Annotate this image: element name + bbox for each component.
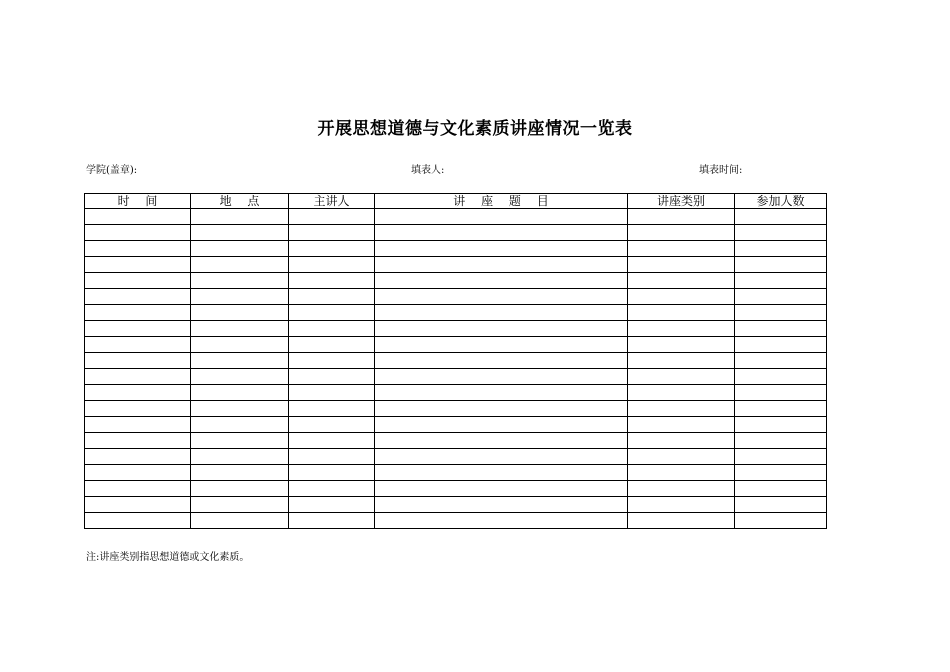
filler-label: 填表人: bbox=[411, 165, 445, 176]
cell-lecture-category bbox=[628, 385, 735, 401]
cell-attendee-count bbox=[735, 449, 827, 465]
cell-attendee-count bbox=[735, 257, 827, 273]
cell-lecture-category bbox=[628, 337, 735, 353]
table-row bbox=[85, 449, 827, 465]
cell-speaker bbox=[289, 289, 375, 305]
cell-location bbox=[191, 417, 289, 433]
cell-attendee-count bbox=[735, 385, 827, 401]
table-row bbox=[85, 481, 827, 497]
cell-attendee-count bbox=[735, 321, 827, 337]
cell-lecture-topic bbox=[375, 289, 628, 305]
cell-time bbox=[85, 449, 191, 465]
cell-time bbox=[85, 481, 191, 497]
cell-speaker bbox=[289, 273, 375, 289]
cell-speaker bbox=[289, 369, 375, 385]
cell-time bbox=[85, 465, 191, 481]
cell-attendee-count bbox=[735, 273, 827, 289]
cell-lecture-category bbox=[628, 289, 735, 305]
table-row bbox=[85, 305, 827, 321]
cell-time bbox=[85, 273, 191, 289]
cell-location bbox=[191, 337, 289, 353]
cell-location bbox=[191, 321, 289, 337]
cell-location bbox=[191, 273, 289, 289]
cell-lecture-topic bbox=[375, 481, 628, 497]
lecture-summary-table bbox=[84, 193, 827, 529]
cell-location bbox=[191, 433, 289, 449]
cell-lecture-category bbox=[628, 225, 735, 241]
cell-lecture-topic bbox=[375, 273, 628, 289]
cell-lecture-topic bbox=[375, 417, 628, 433]
cell-location bbox=[191, 513, 289, 529]
document-title: 开展思想道德与文化素质讲座情况一览表 bbox=[317, 119, 633, 139]
cell-time bbox=[85, 225, 191, 241]
cell-lecture-category bbox=[628, 449, 735, 465]
cell-location bbox=[191, 289, 289, 305]
cell-time bbox=[85, 385, 191, 401]
cell-lecture-topic bbox=[375, 337, 628, 353]
cell-time bbox=[85, 321, 191, 337]
table-row bbox=[85, 273, 827, 289]
cell-location bbox=[191, 481, 289, 497]
table-row bbox=[85, 497, 827, 513]
cell-lecture-category bbox=[628, 513, 735, 529]
cell-location bbox=[191, 209, 289, 225]
cell-location bbox=[191, 257, 289, 273]
cell-attendee-count bbox=[735, 497, 827, 513]
cell-lecture-category bbox=[628, 241, 735, 257]
fill-date-label: 填表时间: bbox=[699, 165, 743, 176]
table-row bbox=[85, 225, 827, 241]
cell-location bbox=[191, 449, 289, 465]
college-seal-label: 学院(盖章): bbox=[86, 165, 138, 176]
cell-speaker bbox=[289, 385, 375, 401]
cell-time bbox=[85, 497, 191, 513]
cell-time bbox=[85, 209, 191, 225]
cell-speaker bbox=[289, 257, 375, 273]
cell-attendee-count bbox=[735, 401, 827, 417]
table-row bbox=[85, 241, 827, 257]
cell-time bbox=[85, 433, 191, 449]
cell-attendee-count bbox=[735, 417, 827, 433]
cell-lecture-topic bbox=[375, 257, 628, 273]
header-speaker: 主讲人 bbox=[289, 194, 375, 209]
cell-speaker bbox=[289, 225, 375, 241]
header-lecture-category: 讲座类别 bbox=[628, 194, 735, 209]
cell-lecture-category bbox=[628, 257, 735, 273]
cell-speaker bbox=[289, 417, 375, 433]
cell-time bbox=[85, 289, 191, 305]
cell-lecture-topic bbox=[375, 305, 628, 321]
cell-time bbox=[85, 401, 191, 417]
table-row bbox=[85, 353, 827, 369]
cell-speaker bbox=[289, 241, 375, 257]
cell-speaker bbox=[289, 321, 375, 337]
cell-attendee-count bbox=[735, 513, 827, 529]
cell-attendee-count bbox=[735, 481, 827, 497]
cell-lecture-category bbox=[628, 433, 735, 449]
cell-speaker bbox=[289, 209, 375, 225]
table-header-row bbox=[85, 194, 827, 209]
table-row bbox=[85, 513, 827, 529]
cell-lecture-category bbox=[628, 321, 735, 337]
cell-lecture-category bbox=[628, 369, 735, 385]
cell-lecture-category bbox=[628, 353, 735, 369]
cell-speaker bbox=[289, 401, 375, 417]
table-row bbox=[85, 401, 827, 417]
cell-speaker bbox=[289, 481, 375, 497]
cell-lecture-topic bbox=[375, 465, 628, 481]
table-row bbox=[85, 209, 827, 225]
cell-lecture-category bbox=[628, 305, 735, 321]
cell-lecture-category bbox=[628, 417, 735, 433]
cell-lecture-topic bbox=[375, 225, 628, 241]
cell-lecture-topic bbox=[375, 209, 628, 225]
cell-attendee-count bbox=[735, 241, 827, 257]
cell-location bbox=[191, 465, 289, 481]
cell-time bbox=[85, 241, 191, 257]
cell-attendee-count bbox=[735, 289, 827, 305]
cell-attendee-count bbox=[735, 465, 827, 481]
cell-attendee-count bbox=[735, 305, 827, 321]
cell-lecture-topic bbox=[375, 513, 628, 529]
cell-time bbox=[85, 337, 191, 353]
cell-location bbox=[191, 369, 289, 385]
cell-lecture-category bbox=[628, 465, 735, 481]
table-row bbox=[85, 289, 827, 305]
cell-lecture-topic bbox=[375, 353, 628, 369]
cell-attendee-count bbox=[735, 353, 827, 369]
cell-speaker bbox=[289, 497, 375, 513]
cell-location bbox=[191, 241, 289, 257]
table-row bbox=[85, 337, 827, 353]
cell-location bbox=[191, 305, 289, 321]
cell-time bbox=[85, 369, 191, 385]
header-attendee-count: 参加人数 bbox=[735, 194, 827, 209]
table-row bbox=[85, 465, 827, 481]
cell-time bbox=[85, 353, 191, 369]
footnote: 注:讲座类别指思想道德或文化素质。 bbox=[86, 552, 250, 563]
table-row bbox=[85, 369, 827, 385]
cell-lecture-topic bbox=[375, 433, 628, 449]
cell-location bbox=[191, 497, 289, 513]
cell-location bbox=[191, 385, 289, 401]
table-row bbox=[85, 385, 827, 401]
cell-speaker bbox=[289, 353, 375, 369]
cell-attendee-count bbox=[735, 225, 827, 241]
cell-lecture-category bbox=[628, 273, 735, 289]
cell-lecture-category bbox=[628, 209, 735, 225]
header-lecture-topic: 讲 座 题 目 bbox=[375, 194, 628, 209]
table-row bbox=[85, 321, 827, 337]
cell-attendee-count bbox=[735, 337, 827, 353]
cell-lecture-category bbox=[628, 481, 735, 497]
cell-speaker bbox=[289, 305, 375, 321]
cell-attendee-count bbox=[735, 209, 827, 225]
header-location: 地 点 bbox=[191, 194, 289, 209]
cell-time bbox=[85, 417, 191, 433]
cell-lecture-category bbox=[628, 497, 735, 513]
table-row bbox=[85, 257, 827, 273]
cell-lecture-topic bbox=[375, 401, 628, 417]
table-body bbox=[85, 209, 827, 529]
cell-lecture-topic bbox=[375, 385, 628, 401]
cell-lecture-topic bbox=[375, 449, 628, 465]
cell-location bbox=[191, 401, 289, 417]
cell-speaker bbox=[289, 337, 375, 353]
cell-lecture-topic bbox=[375, 369, 628, 385]
cell-lecture-topic bbox=[375, 241, 628, 257]
cell-speaker bbox=[289, 513, 375, 529]
cell-speaker bbox=[289, 449, 375, 465]
cell-attendee-count bbox=[735, 433, 827, 449]
cell-time bbox=[85, 257, 191, 273]
cell-lecture-topic bbox=[375, 321, 628, 337]
cell-lecture-topic bbox=[375, 497, 628, 513]
cell-lecture-category bbox=[628, 401, 735, 417]
cell-speaker bbox=[289, 433, 375, 449]
cell-attendee-count bbox=[735, 369, 827, 385]
cell-location bbox=[191, 353, 289, 369]
cell-time bbox=[85, 305, 191, 321]
cell-speaker bbox=[289, 465, 375, 481]
cell-time bbox=[85, 513, 191, 529]
header-time: 时 间 bbox=[85, 194, 191, 209]
table-row bbox=[85, 433, 827, 449]
cell-location bbox=[191, 225, 289, 241]
table-row bbox=[85, 417, 827, 433]
